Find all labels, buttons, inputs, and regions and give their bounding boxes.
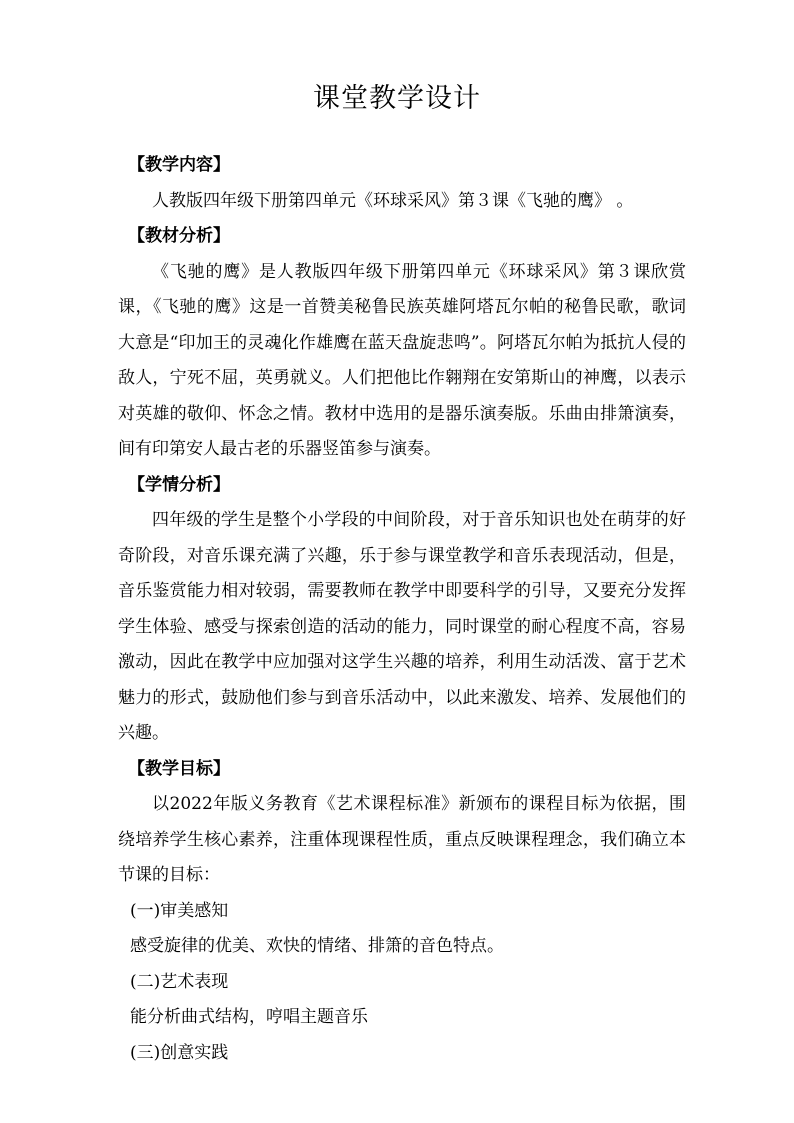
section-heading-content: 【教学内容】 (128, 155, 230, 175)
section-text-material: 《飞驰的鹰》是人教版四年级下册第四单元《环球采风》第３课欣赏课，《飞驰的鹰》这是一首赞美秘鲁民族英雄阿塔瓦尔帕的秘鲁民歌，歌词大意是“印加王的灵魂化作雄鹰在蓝天盘旋悲鸣”。阿塔瓦尔帕为抵抗人侵的敌人，宁死不屈，英勇就义。人们把他比作翱翔在安第斯山的神鹰，以表示对英雄的敬仰、怀念之情。教材中选用的是器乐演奏版。乐曲由排箫演奏，间有印第安人最古老的乐器竖笛参与演奏。 (118, 261, 686, 459)
section-heading-goals: 【教学目标】 (128, 758, 230, 779)
goal-text-aesthetic: 感受旋律的优美、欢快的情绪、排箫的音色特点。 (130, 936, 504, 956)
section-heading-material: 【教材分析】 (128, 226, 230, 246)
document-body (118, 148, 686, 1071)
page-title: 课堂教学设计 (313, 83, 481, 114)
goal-label-practice: (三)创意实践 (130, 1042, 229, 1063)
section-text-goals: 以2022年版义务教育《艺术课程标准》新颁布的课程目标为依据，围绕培养学生核心素养，注重体现课程性质，重点反映课程理念，我们确立本节课的目标： (118, 794, 686, 885)
section-heading-students: 【学情分析】 (128, 474, 230, 495)
goal-text-expression: 能分析曲式结构，哼唱主题音乐 (130, 1007, 368, 1027)
goal-label-aesthetic: (一)审美感知 (130, 900, 229, 921)
goal-label-expression: (二)艺术表现 (130, 971, 229, 992)
section-text-content: 人教版四年级下册第四单元《环球采风》第３课《飞驰的鹰》 。 (152, 190, 634, 211)
section-text-students: 四年级的学生是整个小学段的中间阶段，对于音乐知识也处在萌芽的好奇阶段，对音乐课充满了兴趣，乐于参与课堂教学和音乐表现活动，但是，音乐鉴赏能力相对较弱，需要教师在教学中即要科学的引导，又要充分发挥学生体验、感受与探索创造的活动的能力，同时课堂的耐心程度不高，容易激动，因此在教学中应加强对这学生兴趣的培养，利用生动活泼、富于艺术魅力的形式，鼓励他们参与到音乐活动中，以此来激发、培养、发展他们的兴趣。 (118, 510, 686, 743)
